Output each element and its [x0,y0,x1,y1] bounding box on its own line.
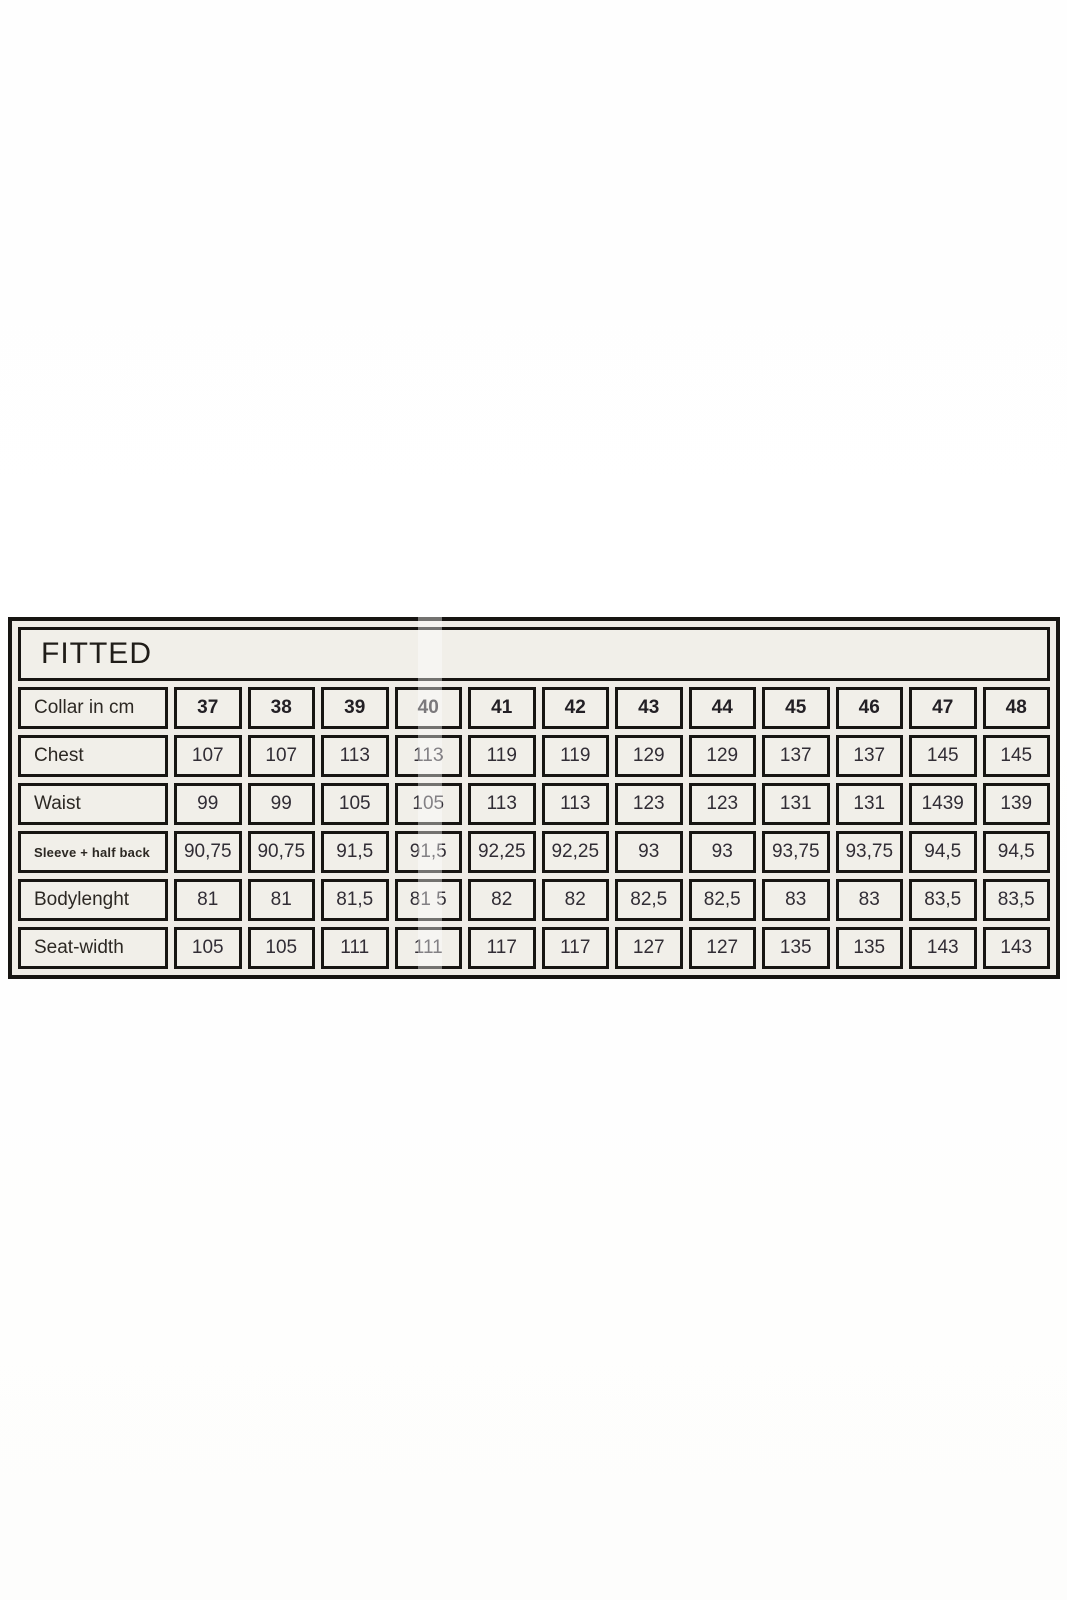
measurement-value: 83,5 [909,879,977,921]
measurement-value: 113 [542,783,610,825]
measurement-value: 113 [395,735,463,777]
collar-size-header: 44 [689,687,757,729]
header-label: Collar in cm [18,687,168,729]
header-row [18,687,1050,729]
measurement-value: 82 [468,879,536,921]
measurement-value: 113 [468,783,536,825]
measurement-value: 91,5 [321,831,389,873]
measurement-value: 107 [248,735,316,777]
measurement-value: 127 [615,927,683,969]
measurement-value: 111 [395,927,463,969]
measurement-value: 145 [909,735,977,777]
measurement-value: 105 [395,783,463,825]
measurement-value: 90,75 [174,831,242,873]
table-row [18,879,1050,921]
measurement-value: 82 [542,879,610,921]
row-label: Waist [18,783,168,825]
row-label: Chest [18,735,168,777]
title-row [18,627,1050,681]
collar-size-header: 47 [909,687,977,729]
measurement-value: 131 [762,783,830,825]
measurement-value: 93,75 [836,831,904,873]
measurement-value: 82,5 [615,879,683,921]
table-row [18,783,1050,825]
measurement-value: 137 [836,735,904,777]
measurement-value: 92,25 [542,831,610,873]
table-title: FITTED [18,627,1050,681]
measurement-value: 131 [836,783,904,825]
measurement-value: 92,25 [468,831,536,873]
measurement-value: 94,5 [983,831,1051,873]
collar-size-header: 48 [983,687,1051,729]
measurement-value: 105 [248,927,316,969]
collar-size-header: 45 [762,687,830,729]
size-chart-table [8,617,1060,979]
measurement-value: 81 5 [395,879,463,921]
measurement-value: 119 [542,735,610,777]
collar-size-header: 40 [395,687,463,729]
measurement-value: 83 [836,879,904,921]
table-row [18,927,1050,969]
measurement-value: 105 [321,783,389,825]
measurement-value: 135 [762,927,830,969]
measurement-value: 99 [174,783,242,825]
measurement-value: 123 [689,783,757,825]
measurement-value: 91,5 [395,831,463,873]
measurement-value: 123 [615,783,683,825]
measurement-value: 135 [836,927,904,969]
measurement-value: 117 [468,927,536,969]
measurement-value: 145 [983,735,1051,777]
measurement-value: 81 [248,879,316,921]
measurement-value: 143 [909,927,977,969]
collar-size-header: 37 [174,687,242,729]
table-row [18,735,1050,777]
collar-size-header: 46 [836,687,904,729]
table-row [18,831,1050,873]
measurement-value: 143 [983,927,1051,969]
measurement-value: 81,5 [321,879,389,921]
measurement-value: 83,5 [983,879,1051,921]
measurement-value: 117 [542,927,610,969]
measurement-value: 93,75 [762,831,830,873]
measurement-value: 105 [174,927,242,969]
collar-size-header: 38 [248,687,316,729]
measurement-value: 81 [174,879,242,921]
row-label: Bodylenght [18,879,168,921]
measurement-value: 113 [321,735,389,777]
measurement-value: 137 [762,735,830,777]
measurement-value: 99 [248,783,316,825]
measurement-value: 139 [983,783,1051,825]
measurement-value: 129 [689,735,757,777]
row-label: Seat-width [18,927,168,969]
measurement-value: 93 [689,831,757,873]
measurement-value: 93 [615,831,683,873]
collar-size-header: 42 [542,687,610,729]
measurement-value: 82,5 [689,879,757,921]
measurement-value: 111 [321,927,389,969]
collar-size-header: 39 [321,687,389,729]
collar-size-header: 43 [615,687,683,729]
measurement-value: 94,5 [909,831,977,873]
measurement-value: 1439 [909,783,977,825]
measurement-value: 83 [762,879,830,921]
collar-size-header: 41 [468,687,536,729]
measurement-value: 129 [615,735,683,777]
measurement-value: 90,75 [248,831,316,873]
measurement-value: 119 [468,735,536,777]
row-label: Sleeve + half back [18,831,168,873]
measurement-value: 127 [689,927,757,969]
measurement-value: 107 [174,735,242,777]
